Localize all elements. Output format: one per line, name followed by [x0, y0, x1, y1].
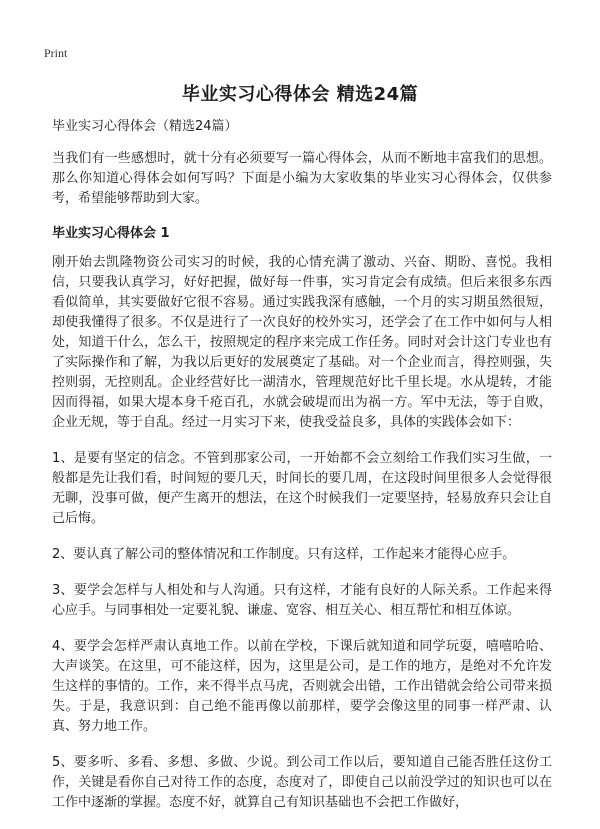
document-body	[52, 118, 552, 829]
page-title: 毕业实习心得体会 精选24篇	[181, 84, 419, 105]
print-label: Print	[44, 46, 68, 60]
body-paragraph-5: 4、要学会怎样严肃认真地工作。以前在学校，下课后就知道和同学玩耍，嘻嘻哈哈、大声谈笑。在这里，可不能这样，因为，这里是公司，是工作的地方，是绝对不允许发生这样的事情的。工作，来不得半点马虎，否则就会出错，工作出错就会给公司带来损失。于是，我意识到：自己绝不能再像以前那样，要学会像这里的同事一样严肃、认真、努力地工作。	[52, 639, 552, 734]
body-paragraph-4: 3、要学会怎样与人相处和与人沟通。只有这样，才能有良好的人际关系。工作起来得心应手。与同事相处一定要礼貌、谦虚、宽容、相互关心、相互帮忙和相互体谅。	[52, 583, 552, 618]
intro-paragraph: 当我们有一些感想时，就十分有必须要写一篇心得体会，从而不断地丰富我们的思想。那么你知道心得体会如何写吗？下面是小编为大家收集的毕业实习心得体会，仅供参考，希望能够帮助到大家。	[52, 151, 552, 206]
body-paragraph-2: 1、是要有坚定的信念。不管到那家公司，一开始都不会立刻给工作我们实习生做，一般都是先让我们看，时间短的要几天，时间长的要几周，在这段时间里很多人会觉得很无聊，没事可做，便产生离开的想法，在这个时候我们一定要坚持，轻易放弃只会让自己后悔。	[52, 451, 552, 526]
body-paragraph-1: 刚开始去凯隆物资公司实习的时候，我的心情充满了激动、兴奋、期盼、喜悦。我相信，只要我认真学习，好好把握，做好每一件事，实习肯定会有成绩。但后来很多东西看似简单，其实要做好它很不容易。通过实践我深有感触，一个月的实习期虽然很短，却使我懂得了很多。不仅是进行了一次良好的校外实习，还学会了在工作中如何与人相处，知道干什么，怎么干，按照规定的程序来完成工作任务。同时对会计这门专业也有了实际操作和了解，为我以后更好的发展奠定了基础。对一个企业而言，得控则强，失控则弱，无控则乱。企业经营好比一湖清水，管理规范好比千里长堤。水从堤转，才能因而得福，如果大堤本身千疮百孔，水就会破堤而出为祸一方。军中无法，等于自败，企业无规，等于自乱。经过一月实习下来，使我受益良多，具体的实践体会如下：	[52, 255, 552, 430]
body-paragraph-6: 5、要多听、多看、多想、多做、少说。到公司工作以后，要知道自己能否胜任这份工作，关键是看你自己对待工作的态度，态度对了，即使自己以前没学过的知识也可以在工作中逐渐的掌握。态度不好，就算自己有知识基础也不会把工作做好，	[52, 755, 552, 810]
body-paragraph-3: 2、要认真了解公司的整体情况和工作制度。只有这样，工作起来才能得心应手。	[52, 547, 516, 562]
section-heading: 毕业实习心得体会 1	[52, 226, 170, 241]
document-subtitle: 毕业实习心得体会（精选24篇）	[52, 119, 238, 134]
